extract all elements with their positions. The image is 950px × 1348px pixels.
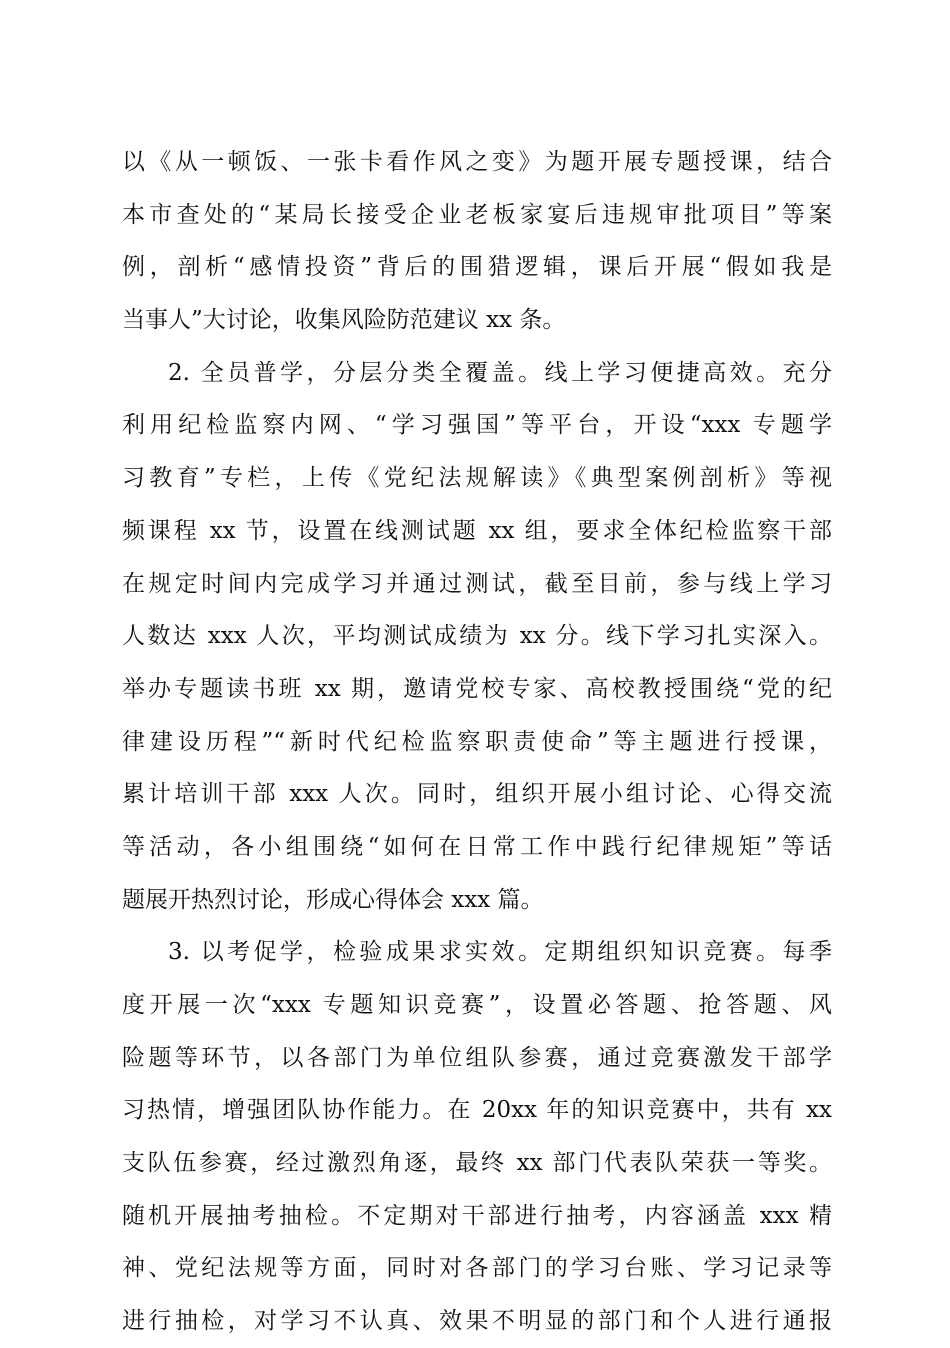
text-line: 支队伍参赛，经过激烈角逐，最终 xx 部门代表队荣获一等奖。 xyxy=(122,1150,832,1177)
document-body xyxy=(122,136,832,1348)
text-line: 险题等环节，以各部门为单位组队参赛，通过竞赛激发干部学 xyxy=(122,1044,832,1071)
text-line: 进行抽检，对学习不认真、效果不明显的部门和个人进行通报 xyxy=(122,1308,832,1335)
paragraph-last-line: 题展开热烈讨论，形成心得体会 xxx 篇。 xyxy=(122,886,544,913)
paragraph-first-line: 3. 以考促学，检验成果求实效。定期组织知识竞赛。每季 xyxy=(168,939,832,966)
paragraph-first-line: 2. 全员普学，分层分类全覆盖。线上学习便捷高效。充分 xyxy=(168,359,832,386)
text-line: 律建设历程”“新时代纪检监察职责使命”等主题进行授课， xyxy=(122,728,832,755)
text-line: 习教育”专栏，上传《党纪法规解读》《典型案例剖析》等视 xyxy=(122,465,832,492)
text-line: 在规定时间内完成学习并通过测试，截至目前，参与线上学习 xyxy=(122,570,832,597)
text-line: 等活动，各小组围绕“如何在日常工作中践行纪律规矩”等话 xyxy=(122,833,832,860)
text-line: 人数达 xxx 人次，平均测试成绩为 xx 分。线下学习扎实深入。 xyxy=(122,623,832,650)
text-line: 利用纪检监察内网、“学习强国”等平台，开设“xxx 专题学 xyxy=(122,412,832,439)
text-line: 举办专题读书班 xx 期，邀请党校专家、高校教授围绕“党的纪 xyxy=(122,675,832,702)
text-line: 随机开展抽考抽检。不定期对干部进行抽考，内容涵盖 xxx 精 xyxy=(122,1202,832,1229)
text-line: 习热情，增强团队协作能力。在 20xx 年的知识竞赛中，共有 xx xyxy=(122,1097,832,1124)
text-line: 累计培训干部 xxx 人次。同时，组织开展小组讨论、心得交流 xyxy=(122,781,832,808)
paragraph-last-line: 当事人”大讨论，收集风险防范建议 xx 条。 xyxy=(122,307,566,334)
text-line: 本市查处的“某局长接受企业老板家宴后违规审批项目”等案 xyxy=(122,201,832,228)
text-line: 以《从一顿饭、一张卡看作风之变》为题开展专题授课，结合 xyxy=(122,149,832,175)
text-line: 频课程 xx 节，设置在线测试题 xx 组，要求全体纪检监察干部 xyxy=(122,517,832,544)
text-line: 神、党纪法规等方面，同时对各部门的学习台账、学习记录等 xyxy=(122,1255,832,1282)
text-line: 度开展一次“xxx 专题知识竞赛”，设置必答题、抢答题、风 xyxy=(122,992,832,1018)
text-line: 例，剖析“感情投资”背后的围猎逻辑，课后开展“假如我是 xyxy=(122,254,832,281)
